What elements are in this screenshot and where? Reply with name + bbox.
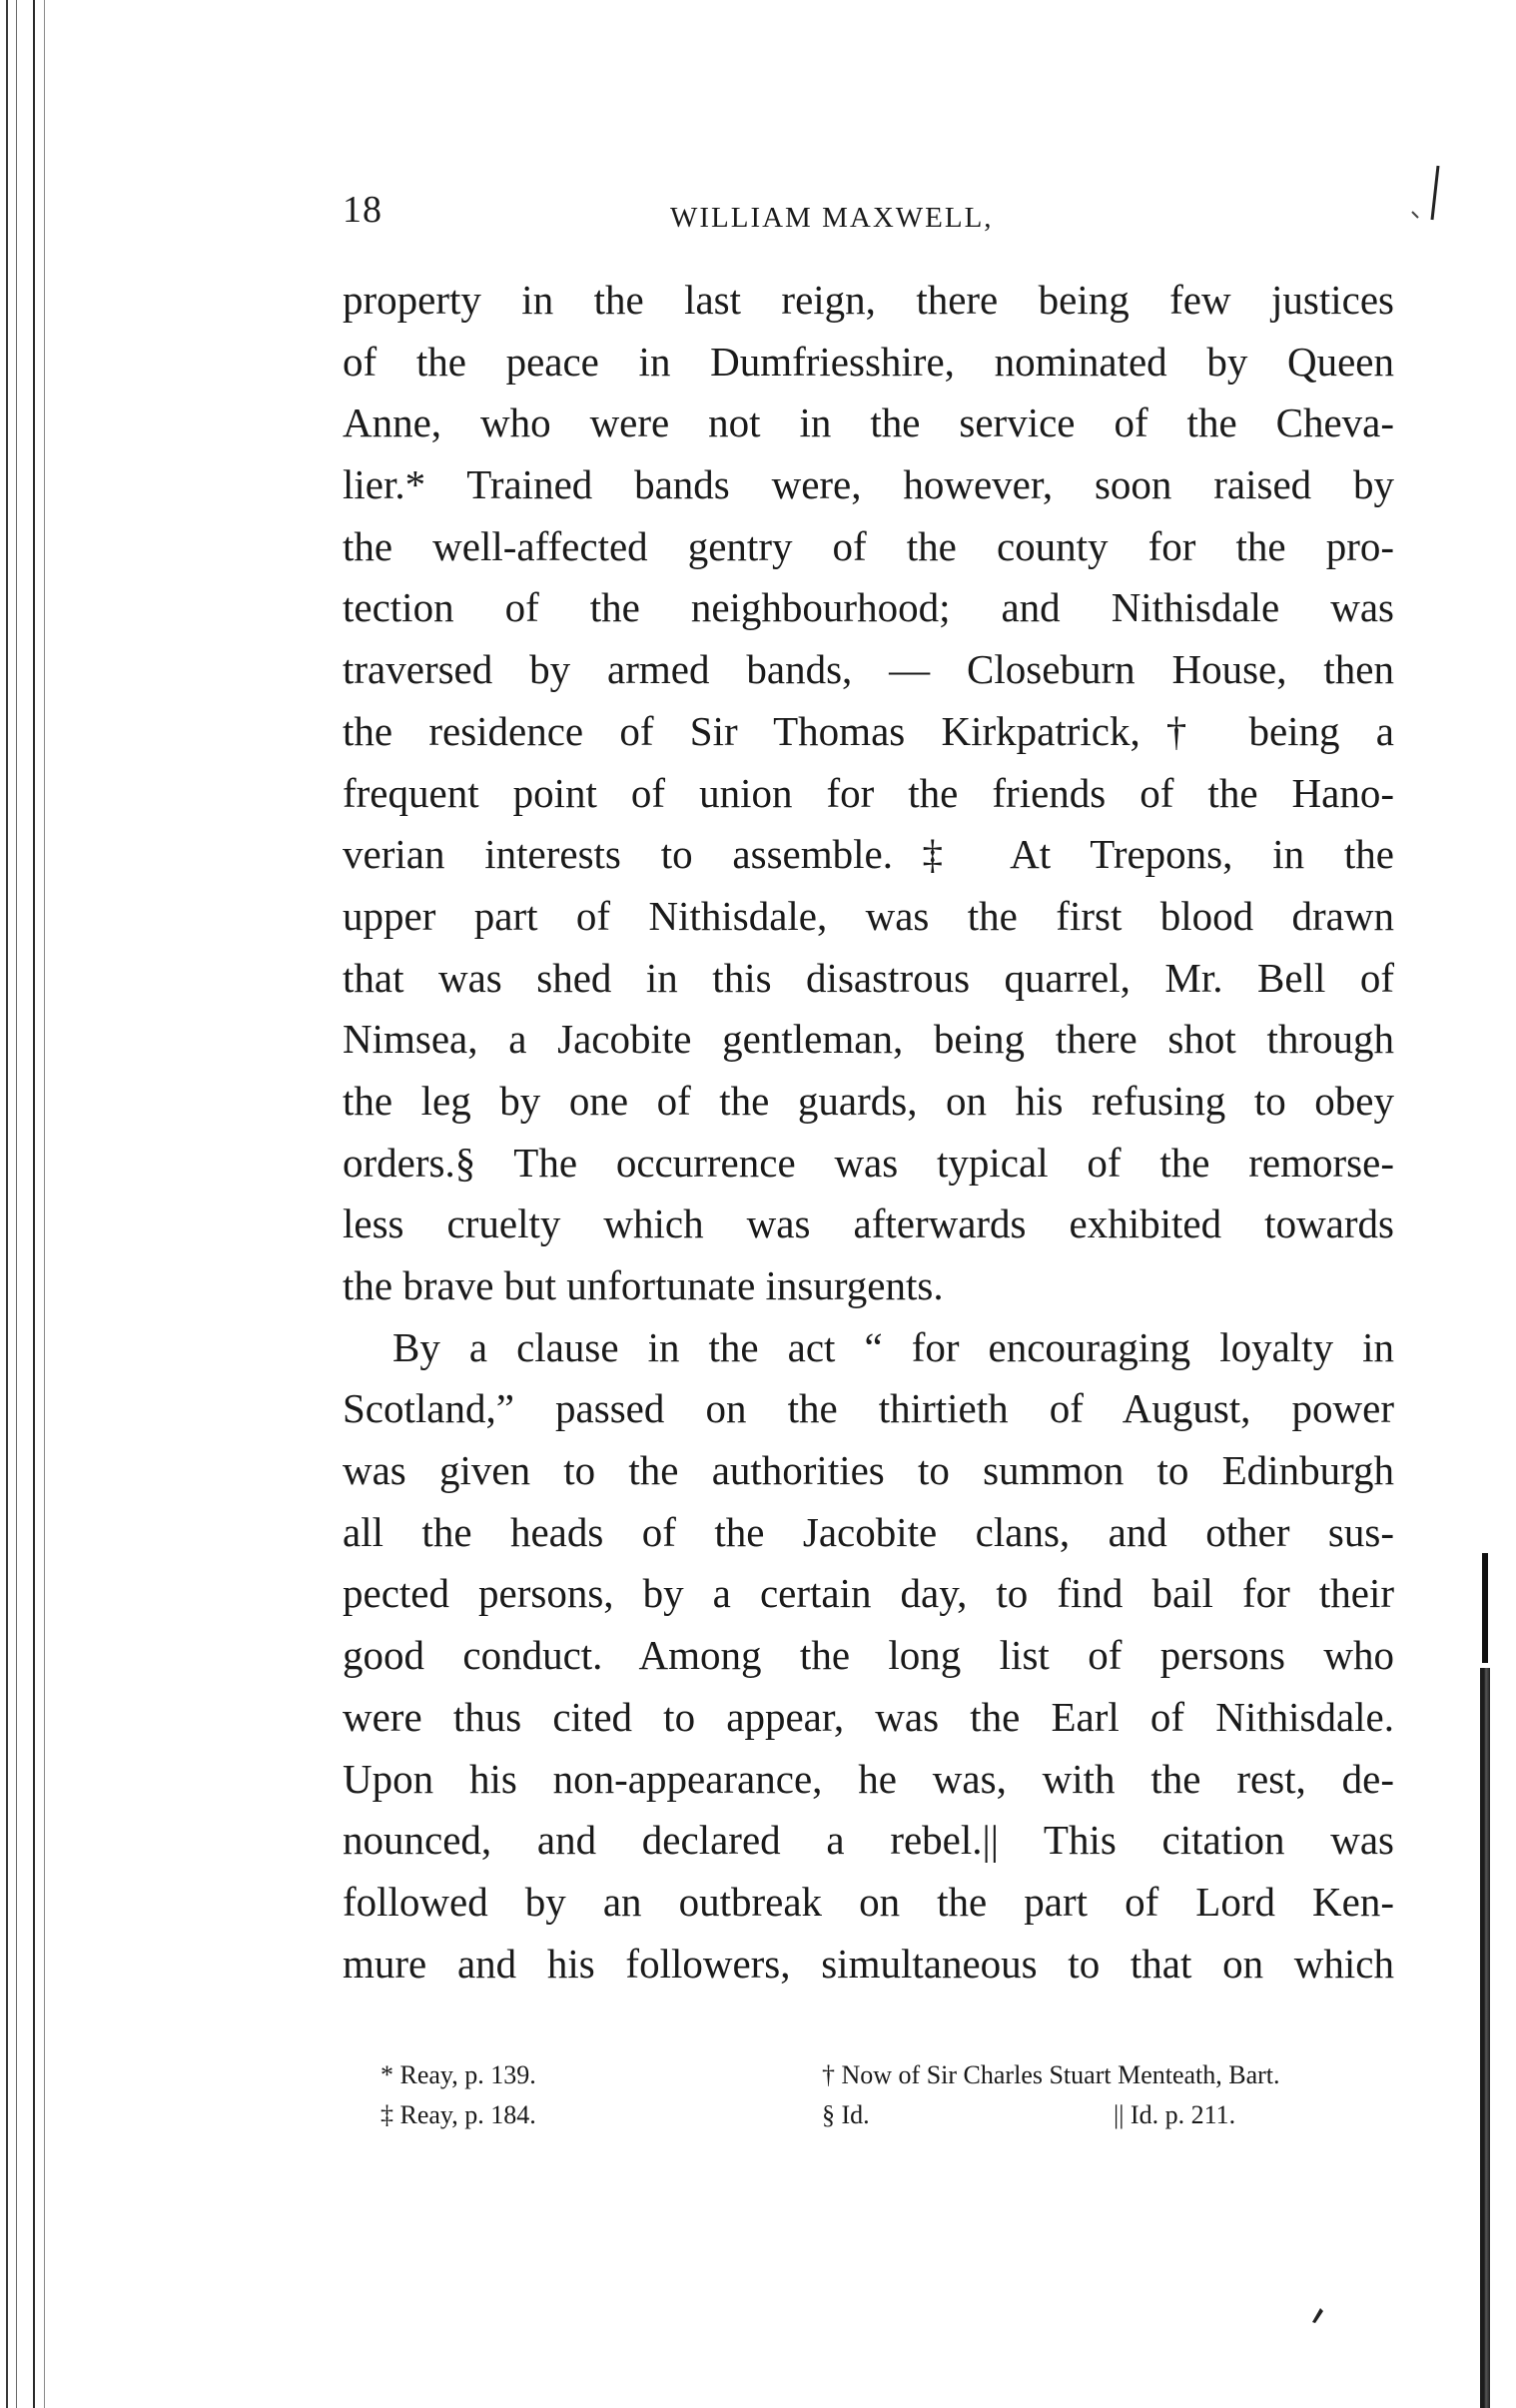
running-head: WILLIAM MAXWELL, [670,202,994,234]
text-line: lier.* Trained bands were, however, soon raised by [343,461,1394,508]
text-line: Anne, who were not in the service of the Cheva- [343,400,1394,446]
ink-speck-mark [1308,2302,1326,2324]
text-line: frequent point of union for the friends of the Hano- [343,769,1394,816]
text-line: Nimsea, a Jacobite gentleman, being there shot through [343,1016,1394,1063]
text-line: upper part of Nithisdale, was the first blood drawn [343,892,1394,939]
text-line: that was shed in this disastrous quarrel, Mr. Bell of [343,954,1394,1001]
footnote-dagger: † Now of Sir Charles Stuart Menteath, Bart. [822,2060,1280,2089]
page-header [343,188,1391,244]
scan-right-edge [1480,1668,1490,2408]
text-line: nounced, and declared a rebel.|| This citation was [343,1817,1394,1864]
text-line: all the heads of the Jacobite clans, and other sus- [343,1508,1394,1555]
text-line: tection of the neighbourhood; and Nithisdale was [343,584,1394,631]
text-line: Upon his non-appearance, he was, with the rest, de- [343,1755,1394,1802]
text-line: property in the last reign, there being few justices [343,277,1394,323]
text-line: good conduct. Among the long list of persons who [343,1632,1394,1679]
footnote-parallel: || Id. p. 211. [1114,2100,1236,2129]
text-line: of the peace in Dumfriesshire, nominated by Queen [343,338,1394,385]
text-line: was given to the authorities to summon to Edinburgh [343,1447,1394,1494]
paragraph-start-line: By a clause in the act “ for encouraging loyalty in [392,1323,1394,1370]
footnotes [355,2055,1393,2135]
scan-binding-edge [0,0,50,2408]
text-line: were thus cited to appear, was the Earl of Nithisdale. [343,1693,1394,1740]
text-line: Scotland,” passed on the thirtieth of August, power [343,1385,1394,1432]
pencil-slash-mark [1408,160,1448,230]
paragraph-end-line: the brave but unfortunate insurgents. [343,1262,944,1308]
text-line: the well-affected gentry of the county for the pro- [343,522,1394,569]
text-line: followed by an outbreak on the part of Lord Ken- [343,1878,1394,1925]
text-line: pected persons, by a certain day, to find bail for their [343,1570,1394,1617]
body-text [343,270,1394,1995]
text-line: the leg by one of the guards, on his refusing to obey [343,1077,1394,1124]
text-line: less cruelty which was afterwards exhibited towards [343,1201,1394,1247]
footnote-row [355,2095,1393,2135]
text-line: traversed by armed bands, — Closeburn House, then [343,646,1394,693]
footnote-row [355,2055,1393,2095]
text-line: the residence of Sir Thomas Kirkpatrick,† being a [343,707,1394,754]
scan-right-edge-mark [1482,1553,1488,1663]
text-line: orders.§ The occurrence was typical of the remorse- [343,1139,1394,1186]
footnote-star: * Reay, p. 139. [380,2060,536,2089]
text-line: mure and his followers, simultaneous to that on which [343,1940,1394,1987]
footnote-section: § Id. [822,2100,870,2129]
footnote-double-dagger: ‡ Reay, p. 184. [380,2100,536,2129]
text-line: verian interests to assemble.‡ At Trepons, in the [343,831,1394,878]
page-number: 18 [343,189,382,231]
